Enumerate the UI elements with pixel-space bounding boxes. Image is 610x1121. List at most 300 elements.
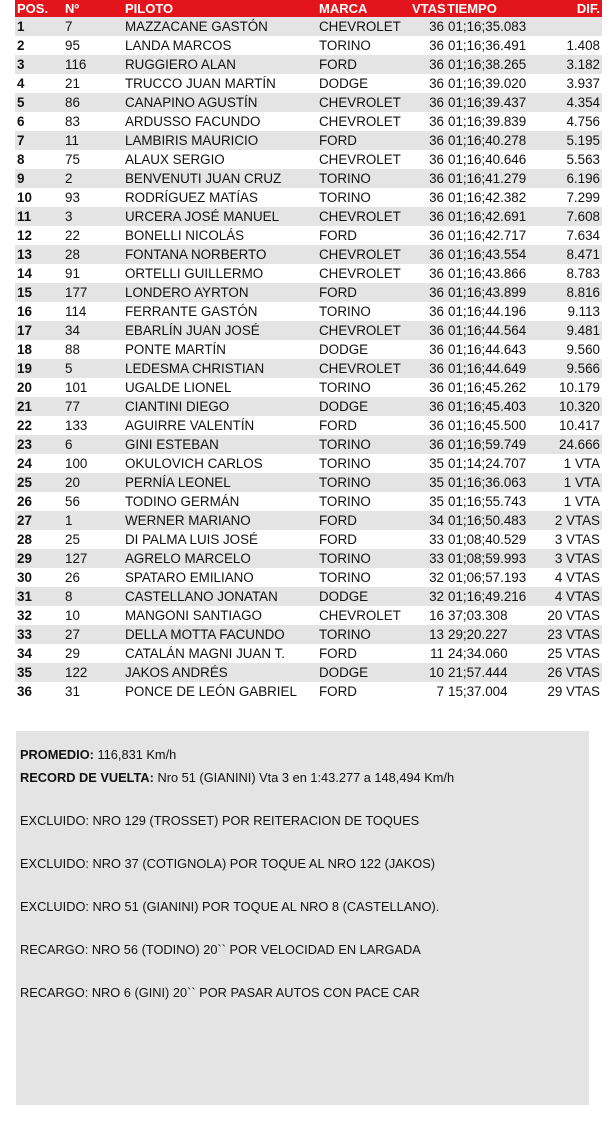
row-laps: 36: [411, 131, 446, 150]
row-pos: 6: [15, 112, 63, 131]
row-brand: DODGE: [317, 663, 411, 682]
row-laps: 36: [411, 17, 446, 36]
row-diff: 25 VTAS: [537, 644, 602, 663]
row-diff: 1 VTA: [537, 454, 602, 473]
row-pos: 4: [15, 74, 63, 93]
table-row: [15, 264, 602, 283]
table-row: [15, 36, 602, 55]
table-row: [15, 245, 602, 264]
row-number: 75: [63, 150, 123, 169]
row-driver: FERRANTE GASTÓN: [123, 302, 317, 321]
row-number: 34: [63, 321, 123, 340]
table-row: [15, 587, 602, 606]
row-diff: [537, 17, 602, 36]
row-time: 01;16;44.643: [446, 340, 537, 359]
row-time: 37;03.308: [446, 606, 537, 625]
row-brand: CHEVROLET: [317, 93, 411, 112]
row-number: 6: [63, 435, 123, 454]
average-speed-value: 116,831 Km/h: [97, 747, 177, 762]
row-pos: 35: [15, 663, 63, 682]
row-number: 91: [63, 264, 123, 283]
row-brand: DODGE: [317, 587, 411, 606]
row-number: 77: [63, 397, 123, 416]
row-time: 15;37.004: [446, 682, 537, 701]
row-laps: 36: [411, 340, 446, 359]
row-driver: UGALDE LIONEL: [123, 378, 317, 397]
row-laps: 35: [411, 454, 446, 473]
row-number: 100: [63, 454, 123, 473]
row-time: 01;14;24.707: [446, 454, 537, 473]
row-time: 01;16;42.691: [446, 207, 537, 226]
row-laps: 36: [411, 55, 446, 74]
row-diff: 9.481: [537, 321, 602, 340]
row-driver: RODRÍGUEZ MATÍAS: [123, 188, 317, 207]
row-diff: 9.560: [537, 340, 602, 359]
row-laps: 7: [411, 682, 446, 701]
row-pos: 23: [15, 435, 63, 454]
row-time: 01;16;45.262: [446, 378, 537, 397]
row-diff: 2 VTAS: [537, 511, 602, 530]
header-brand: MARCA: [317, 0, 411, 17]
average-speed: [20, 747, 589, 770]
row-brand: TORINO: [317, 435, 411, 454]
row-number: 22: [63, 226, 123, 245]
row-diff: 3.937: [537, 74, 602, 93]
row-laps: 35: [411, 492, 446, 511]
table-row: [15, 131, 602, 150]
row-diff: 7.634: [537, 226, 602, 245]
row-driver: ALAUX SERGIO: [123, 150, 317, 169]
row-diff: 9.113: [537, 302, 602, 321]
row-pos: 21: [15, 397, 63, 416]
row-driver: OKULOVICH CARLOS: [123, 454, 317, 473]
row-number: 88: [63, 340, 123, 359]
row-diff: 8.783: [537, 264, 602, 283]
row-number: 93: [63, 188, 123, 207]
row-pos: 8: [15, 150, 63, 169]
note-line: RECARGO: NRO 6 (GINI) 20`` POR PASAR AUTOS CON PACE CAR: [20, 985, 420, 1000]
table-header-row: [15, 0, 602, 17]
row-number: 122: [63, 663, 123, 682]
table-row: [15, 492, 602, 511]
row-laps: 13: [411, 625, 446, 644]
row-time: 01;16;36.063: [446, 473, 537, 492]
row-driver: PERNÍA LEONEL: [123, 473, 317, 492]
row-time: 01;16;40.646: [446, 150, 537, 169]
row-diff: 3.182: [537, 55, 602, 74]
row-pos: 1: [15, 17, 63, 36]
row-brand: FORD: [317, 55, 411, 74]
row-laps: 36: [411, 302, 446, 321]
row-number: 1: [63, 511, 123, 530]
row-pos: 19: [15, 359, 63, 378]
row-number: 116: [63, 55, 123, 74]
row-pos: 16: [15, 302, 63, 321]
row-time: 01;16;45.500: [446, 416, 537, 435]
row-time: 01;16;44.649: [446, 359, 537, 378]
row-brand: TORINO: [317, 549, 411, 568]
row-laps: 33: [411, 549, 446, 568]
row-brand: CHEVROLET: [317, 606, 411, 625]
row-pos: 9: [15, 169, 63, 188]
row-pos: 34: [15, 644, 63, 663]
row-brand: CHEVROLET: [317, 359, 411, 378]
row-diff: 4 VTAS: [537, 587, 602, 606]
row-diff: 10.179: [537, 378, 602, 397]
row-driver: DI PALMA LUIS JOSÉ: [123, 530, 317, 549]
table-row: [15, 473, 602, 492]
row-number: 28: [63, 245, 123, 264]
header-driver: PILOTO: [123, 0, 317, 17]
table-row: [15, 568, 602, 587]
note-line: EXCLUIDO: NRO 129 (TROSSET) POR REITERACION DE TOQUES: [20, 813, 420, 828]
row-laps: 36: [411, 36, 446, 55]
row-time: 01;16;55.743: [446, 492, 537, 511]
table-row: [15, 321, 602, 340]
row-brand: FORD: [317, 416, 411, 435]
row-laps: 36: [411, 93, 446, 112]
table-row: [15, 93, 602, 112]
row-driver: EBARLÍN JUAN JOSÉ: [123, 321, 317, 340]
row-pos: 14: [15, 264, 63, 283]
row-diff: 8.816: [537, 283, 602, 302]
row-pos: 13: [15, 245, 63, 264]
row-number: 31: [63, 682, 123, 701]
row-time: 01;16;42.717: [446, 226, 537, 245]
table-row: [15, 549, 602, 568]
row-diff: 3 VTAS: [537, 549, 602, 568]
row-time: 01;16;39.437: [446, 93, 537, 112]
lap-record-value: Nro 51 (GIANINI) Vta 3 en 1:43.277 a 148,494 Km/h: [157, 770, 455, 785]
row-brand: CHEVROLET: [317, 112, 411, 131]
row-pos: 29: [15, 549, 63, 568]
row-pos: 2: [15, 36, 63, 55]
row-laps: 36: [411, 245, 446, 264]
row-pos: 32: [15, 606, 63, 625]
row-time: 01;16;39.020: [446, 74, 537, 93]
row-laps: 36: [411, 378, 446, 397]
row-pos: 15: [15, 283, 63, 302]
table-row: [15, 302, 602, 321]
table-row: [15, 530, 602, 549]
row-number: 3: [63, 207, 123, 226]
row-pos: 3: [15, 55, 63, 74]
row-brand: DODGE: [317, 340, 411, 359]
row-laps: 36: [411, 359, 446, 378]
row-laps: 10: [411, 663, 446, 682]
row-pos: 20: [15, 378, 63, 397]
row-laps: 35: [411, 473, 446, 492]
table-row: [15, 378, 602, 397]
row-driver: TODINO GERMÁN: [123, 492, 317, 511]
header-diff: DIF.: [537, 0, 602, 17]
table-row: [15, 359, 602, 378]
row-pos: 27: [15, 511, 63, 530]
row-time: 29;20.227: [446, 625, 537, 644]
row-diff: 7.608: [537, 207, 602, 226]
row-laps: 36: [411, 264, 446, 283]
row-brand: TORINO: [317, 625, 411, 644]
header-number: Nº: [63, 0, 123, 17]
table-row: [15, 17, 602, 36]
results-table: [15, 0, 602, 701]
row-time: 01;16;42.382: [446, 188, 537, 207]
row-number: 20: [63, 473, 123, 492]
row-laps: 36: [411, 416, 446, 435]
row-brand: TORINO: [317, 36, 411, 55]
row-laps: 36: [411, 435, 446, 454]
row-time: 01;16;44.564: [446, 321, 537, 340]
row-brand: TORINO: [317, 169, 411, 188]
row-driver: RUGGIERO ALAN: [123, 55, 317, 74]
row-diff: 10.417: [537, 416, 602, 435]
row-laps: 36: [411, 283, 446, 302]
row-brand: FORD: [317, 530, 411, 549]
row-number: 127: [63, 549, 123, 568]
row-time: 01;16;44.196: [446, 302, 537, 321]
row-laps: 11: [411, 644, 446, 663]
results-body: [15, 17, 602, 701]
row-brand: FORD: [317, 226, 411, 245]
row-diff: 24.666: [537, 435, 602, 454]
row-laps: 16: [411, 606, 446, 625]
row-driver: CIANTINI DIEGO: [123, 397, 317, 416]
row-time: 21;57.444: [446, 663, 537, 682]
race-notes: [16, 731, 589, 1105]
table-row: [15, 226, 602, 245]
row-laps: 32: [411, 568, 446, 587]
row-pos: 5: [15, 93, 63, 112]
row-pos: 12: [15, 226, 63, 245]
row-brand: CHEVROLET: [317, 245, 411, 264]
row-diff: 1 VTA: [537, 473, 602, 492]
table-row: [15, 112, 602, 131]
row-driver: ORTELLI GUILLERMO: [123, 264, 317, 283]
table-row: [15, 644, 602, 663]
row-time: 01;16;59.749: [446, 435, 537, 454]
row-brand: TORINO: [317, 302, 411, 321]
row-driver: FONTANA NORBERTO: [123, 245, 317, 264]
row-driver: LAMBIRIS MAURICIO: [123, 131, 317, 150]
row-pos: 33: [15, 625, 63, 644]
row-number: 11: [63, 131, 123, 150]
row-pos: 24: [15, 454, 63, 473]
row-diff: 10.320: [537, 397, 602, 416]
row-driver: DELLA MOTTA FACUNDO: [123, 625, 317, 644]
row-brand: CHEVROLET: [317, 150, 411, 169]
row-brand: TORINO: [317, 473, 411, 492]
row-pos: 17: [15, 321, 63, 340]
row-time: 01;16;43.866: [446, 264, 537, 283]
row-number: 86: [63, 93, 123, 112]
table-row: [15, 150, 602, 169]
row-diff: 8.471: [537, 245, 602, 264]
row-number: 56: [63, 492, 123, 511]
row-number: 2: [63, 169, 123, 188]
table-row: [15, 435, 602, 454]
row-laps: 36: [411, 397, 446, 416]
row-driver: PONCE DE LEÓN GABRIEL: [123, 682, 317, 701]
row-time: 01;16;45.403: [446, 397, 537, 416]
row-pos: 11: [15, 207, 63, 226]
row-laps: 32: [411, 587, 446, 606]
row-time: 01;16;50.483: [446, 511, 537, 530]
row-laps: 34: [411, 511, 446, 530]
row-diff: 1 VTA: [537, 492, 602, 511]
table-row: [15, 682, 602, 701]
row-driver: AGUIRRE VALENTÍN: [123, 416, 317, 435]
row-time: 24;34.060: [446, 644, 537, 663]
row-diff: 26 VTAS: [537, 663, 602, 682]
row-number: 25: [63, 530, 123, 549]
row-time: 01;16;35.083: [446, 17, 537, 36]
note-line: RECARGO: NRO 56 (TODINO) 20`` POR VELOCIDAD EN LARGADA: [20, 942, 421, 957]
row-number: 21: [63, 74, 123, 93]
row-driver: LEDESMA CHRISTIAN: [123, 359, 317, 378]
row-time: 01;06;57.193: [446, 568, 537, 587]
header-pos: POS.: [15, 0, 63, 17]
row-brand: CHEVROLET: [317, 207, 411, 226]
row-laps: 36: [411, 74, 446, 93]
row-driver: LONDERO AYRTON: [123, 283, 317, 302]
row-driver: CASTELLANO JONATAN: [123, 587, 317, 606]
table-row: [15, 625, 602, 644]
row-brand: DODGE: [317, 397, 411, 416]
header-time: TIEMPO: [446, 0, 537, 17]
row-number: 27: [63, 625, 123, 644]
row-diff: 5.563: [537, 150, 602, 169]
table-row: [15, 454, 602, 473]
row-driver: PONTE MARTÍN: [123, 340, 317, 359]
row-pos: 36: [15, 682, 63, 701]
row-driver: ARDUSSO FACUNDO: [123, 112, 317, 131]
row-brand: TORINO: [317, 188, 411, 207]
row-laps: 36: [411, 112, 446, 131]
row-driver: SPATARO EMILIANO: [123, 568, 317, 587]
row-driver: BENVENUTI JUAN CRUZ: [123, 169, 317, 188]
row-diff: 9.566: [537, 359, 602, 378]
row-number: 133: [63, 416, 123, 435]
row-driver: CATALÁN MAGNI JUAN T.: [123, 644, 317, 663]
row-time: 01;16;43.554: [446, 245, 537, 264]
table-row: [15, 74, 602, 93]
table-row: [15, 188, 602, 207]
row-diff: 4.756: [537, 112, 602, 131]
row-driver: BONELLI NICOLÁS: [123, 226, 317, 245]
row-laps: 36: [411, 188, 446, 207]
row-diff: 1.408: [537, 36, 602, 55]
row-diff: 6.196: [537, 169, 602, 188]
table-row: [15, 606, 602, 625]
row-diff: 23 VTAS: [537, 625, 602, 644]
row-brand: TORINO: [317, 378, 411, 397]
row-time: 01;08;40.529: [446, 530, 537, 549]
table-row: [15, 416, 602, 435]
row-time: 01;16;40.278: [446, 131, 537, 150]
row-pos: 26: [15, 492, 63, 511]
row-time: 01;16;49.216: [446, 587, 537, 606]
note-line: EXCLUIDO: NRO 51 (GIANINI) POR TOQUE AL NRO 8 (CASTELLANO).: [20, 899, 440, 914]
row-pos: 10: [15, 188, 63, 207]
row-brand: FORD: [317, 682, 411, 701]
row-number: 10: [63, 606, 123, 625]
row-laps: 36: [411, 226, 446, 245]
row-time: 01;08;59.993: [446, 549, 537, 568]
row-laps: 36: [411, 150, 446, 169]
row-driver: JAKOS ANDRÉS: [123, 663, 317, 682]
row-driver: WERNER MARIANO: [123, 511, 317, 530]
row-pos: 7: [15, 131, 63, 150]
row-pos: 28: [15, 530, 63, 549]
table-row: [15, 663, 602, 682]
row-pos: 25: [15, 473, 63, 492]
row-brand: FORD: [317, 283, 411, 302]
row-time: 01;16;38.265: [446, 55, 537, 74]
row-number: 7: [63, 17, 123, 36]
row-diff: 4.354: [537, 93, 602, 112]
row-pos: 31: [15, 587, 63, 606]
row-diff: 7.299: [537, 188, 602, 207]
row-driver: GINI ESTEBAN: [123, 435, 317, 454]
note-line: EXCLUIDO: NRO 37 (COTIGNOLA) POR TOQUE AL NRO 122 (JAKOS): [20, 856, 436, 871]
table-row: [15, 511, 602, 530]
row-pos: 30: [15, 568, 63, 587]
lap-record: [20, 770, 589, 813]
row-number: 8: [63, 587, 123, 606]
row-time: 01;16;41.279: [446, 169, 537, 188]
row-number: 114: [63, 302, 123, 321]
table-row: [15, 169, 602, 188]
row-driver: LANDA MARCOS: [123, 36, 317, 55]
row-number: 177: [63, 283, 123, 302]
row-time: 01;16;43.899: [446, 283, 537, 302]
average-speed-label: PROMEDIO:: [20, 747, 94, 762]
table-row: [15, 55, 602, 74]
lap-record-label: RECORD DE VUELTA:: [20, 770, 154, 785]
row-pos: 18: [15, 340, 63, 359]
row-diff: 29 VTAS: [537, 682, 602, 701]
row-time: 01;16;39.839: [446, 112, 537, 131]
row-driver: CANAPINO AGUSTÍN: [123, 93, 317, 112]
row-diff: 5.195: [537, 131, 602, 150]
row-number: 83: [63, 112, 123, 131]
row-brand: CHEVROLET: [317, 264, 411, 283]
row-brand: FORD: [317, 644, 411, 663]
row-number: 29: [63, 644, 123, 663]
table-row: [15, 283, 602, 302]
row-driver: AGRELO MARCELO: [123, 549, 317, 568]
row-laps: 36: [411, 169, 446, 188]
row-driver: TRUCCO JUAN MARTÍN: [123, 74, 317, 93]
row-driver: MAZZACANE GASTÓN: [123, 17, 317, 36]
row-diff: 3 VTAS: [537, 530, 602, 549]
row-laps: 36: [411, 321, 446, 340]
row-diff: 20 VTAS: [537, 606, 602, 625]
row-time: 01;16;36.491: [446, 36, 537, 55]
table-row: [15, 207, 602, 226]
table-row: [15, 397, 602, 416]
row-brand: CHEVROLET: [317, 17, 411, 36]
row-brand: TORINO: [317, 568, 411, 587]
row-brand: DODGE: [317, 74, 411, 93]
header-laps: VTAS: [412, 1, 446, 16]
row-brand: TORINO: [317, 492, 411, 511]
row-number: 5: [63, 359, 123, 378]
row-brand: TORINO: [317, 454, 411, 473]
row-driver: URCERA JOSÉ MANUEL: [123, 207, 317, 226]
row-number: 95: [63, 36, 123, 55]
row-brand: FORD: [317, 511, 411, 530]
